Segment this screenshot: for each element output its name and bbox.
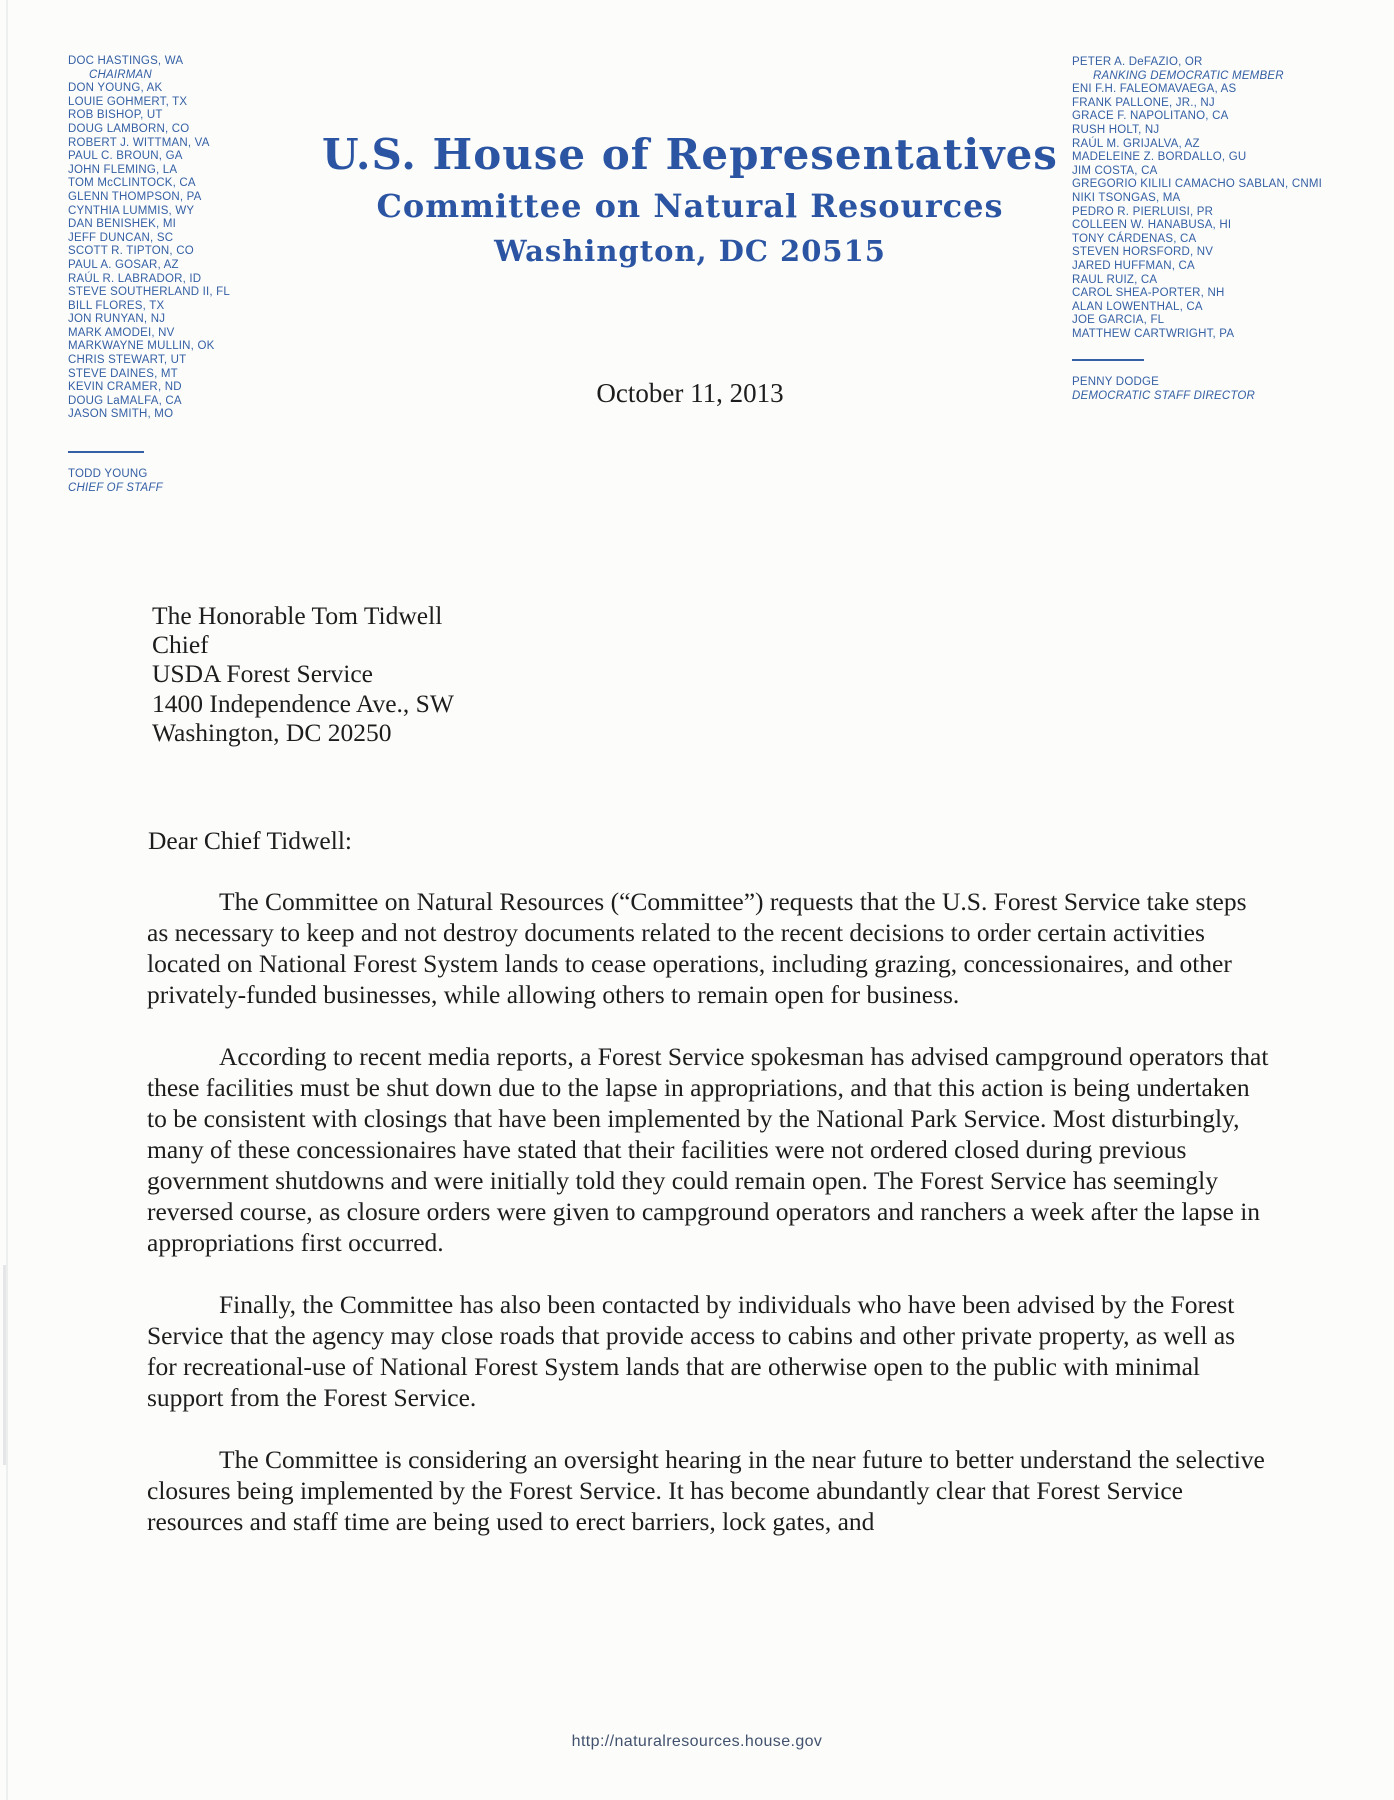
member-name: FRANK PALLONE, JR., NJ <box>1072 96 1215 109</box>
member-name: RUSH HOLT, NJ <box>1072 123 1160 136</box>
member-name: JIM COSTA, CA <box>1072 164 1158 177</box>
body-paragraph: The Committee is considering an oversight hearing in the near future to better understand the selective closures being implemented by the Forest Service. It has become abundantly clear that Forest Service resources and staff time are being used to erect barriers, lock gates, and <box>147 1445 1265 1536</box>
member-name: PAUL A. GOSAR, AZ <box>68 258 179 271</box>
member-name: RAÚL M. GRIJALVA, AZ <box>1072 137 1200 150</box>
recipient-address-line: Chief <box>152 630 209 660</box>
member-name: COLLEEN W. HANABUSA, HI <box>1072 219 1232 232</box>
member-name: JEFF DUNCAN, SC <box>68 231 174 244</box>
body-paragraph: Finally, the Committee has also been contacted by individuals who have been advised by the Forest Service that the agency may close roads that provide access to cabins and other private property, as well as for recreational-use of National Forest System lands that are otherwise open to the public with minimal support from the Forest Service. <box>147 1290 1236 1412</box>
ranking-member-title: RANKING DEMOCRATIC MEMBER <box>1093 69 1284 82</box>
member-name: MADELEINE Z. BORDALLO, GU <box>1072 151 1247 164</box>
member-name: PAUL C. BROUN, GA <box>68 150 183 163</box>
recipient-address-line: 1400 Independence Ave., SW <box>152 688 454 718</box>
member-name: STEVEN HORSFORD, NV <box>1072 246 1214 259</box>
member-name: SCOTT R. TIPTON, CO <box>68 245 194 258</box>
member-name: ENI F.H. FALEOMAVAEGA, AS <box>1072 83 1237 96</box>
majority-staff-title: CHIEF OF STAFF <box>68 481 163 494</box>
member-name: CHRIS STEWART, UT <box>68 354 187 367</box>
masthead <box>320 128 1060 272</box>
member-name: JASON SMITH, MO <box>68 408 174 421</box>
member-name: LOUIE GOHMERT, TX <box>68 95 188 108</box>
member-name: DON YOUNG, AK <box>68 82 163 95</box>
member-name: JOE GARCIA, FL <box>1072 314 1165 327</box>
member-name: DOUG LaMALFA, CA <box>68 394 182 407</box>
member-name: GRACE F. NAPOLITANO, CA <box>1072 110 1229 123</box>
member-name: TONY CÁRDENAS, CA <box>1072 232 1197 245</box>
member-name: CYNTHIA LUMMIS, WY <box>68 204 195 217</box>
scan-artifact-streak <box>3 1265 6 1465</box>
member-name: NIKI TSONGAS, MA <box>1072 191 1181 204</box>
member-name: DAN BENISHEK, MI <box>68 218 176 231</box>
member-name: STEVE DAINES, MT <box>68 367 178 380</box>
body-paragraph: According to recent media reports, a Forest Service spokesman has advised campground operators that these facilities must be shut down due to the lapse in appropriations, and that this action is being undertaken to be consistent with closings that have been implemented by the National Park Service. Most disturbingly, many of these concessionaires have stated that their facilities were not ordered closed during previous government shutdowns and were initially told they could remain open. The Forest Service has seemingly reversed course, as closure orders were given to campground operators and ranchers a week after the lapse in appropriations first occurred. <box>147 1042 1269 1257</box>
masthead-line1: U.S. House of Representatives <box>322 130 1058 179</box>
member-name: JARED HUFFMAN, CA <box>1072 259 1195 272</box>
member-name: GREGORIO KILILI CAMACHO SABLAN, CNMI <box>1072 178 1323 191</box>
recipient-address-line: The Honorable Tom Tidwell <box>152 601 443 630</box>
member-name: TOM McCLINTOCK, CA <box>68 177 196 190</box>
member-name: PEDRO R. PIERLUISI, PR <box>1072 205 1214 218</box>
masthead-line3: Washington, DC 20515 <box>494 234 886 268</box>
body-paragraph: The Committee on Natural Resources (“Committee”) requests that the U.S. Forest Service take steps as necessary to keep and not destroy documents related to the recent decisions to order certain activities located on National Forest System lands to cease operations, including grazing, concessionaires, and other privately-funded businesses, while allowing others to remain open for business. <box>147 887 1247 1009</box>
letter-body <box>147 886 1269 1568</box>
recipient-address-line: USDA Forest Service <box>152 659 373 689</box>
salutation: Dear Chief Tidwell: <box>148 826 352 855</box>
recipient-address-line: Washington, DC 20250 <box>152 717 392 747</box>
member-name: MARKWAYNE MULLIN, OK <box>68 340 215 353</box>
member-name: BILL FLORES, TX <box>68 299 165 312</box>
ranking-member-name: PETER A. DeFAZIO, OR <box>1072 56 1203 68</box>
majority-divider <box>68 451 144 453</box>
minority-members-column <box>1072 56 1322 404</box>
letter-date: October 11, 2013 <box>596 378 784 408</box>
minority-staff-title: DEMOCRATIC STAFF DIRECTOR <box>1072 390 1256 403</box>
footer-url: http://naturalresources.house.gov <box>571 1733 823 1750</box>
chairman-name: DOC HASTINGS, WA <box>68 55 184 67</box>
member-name: KEVIN CRAMER, ND <box>68 381 182 394</box>
member-name: JOHN FLEMING, LA <box>68 163 178 176</box>
chairman-title: CHAIRMAN <box>89 68 152 81</box>
member-name: MATTHEW CARTWRIGHT, PA <box>1072 327 1235 340</box>
member-name: ALAN LOWENTHAL, CA <box>1072 300 1203 313</box>
member-name: RAÚL R. LABRADOR, ID <box>68 272 202 285</box>
member-name: MARK AMODEI, NV <box>68 326 175 339</box>
majority-members-list <box>68 82 230 422</box>
minority-divider <box>1072 359 1144 361</box>
minority-staff-name: PENNY DODGE <box>1072 376 1159 389</box>
masthead-line2: Committee on Natural Resources <box>376 187 1004 225</box>
member-name: STEVE SOUTHERLAND II, FL <box>68 286 230 299</box>
member-name: CAROL SHEA-PORTER, NH <box>1072 287 1225 300</box>
member-name: JON RUNYAN, NJ <box>68 313 166 326</box>
minority-members-list <box>1072 83 1322 341</box>
majority-staff-name: TODD YOUNG <box>68 468 148 481</box>
member-name: ROB BISHOP, UT <box>68 109 163 122</box>
scan-artifact-edge <box>6 0 8 1800</box>
member-name: ROBERT J. WITTMAN, VA <box>68 136 210 149</box>
member-name: DOUG LAMBORN, CO <box>68 122 190 135</box>
recipient-address <box>152 601 454 747</box>
member-name: RAUL RUIZ, CA <box>1072 273 1158 286</box>
majority-members-column <box>68 55 230 495</box>
member-name: GLENN THOMPSON, PA <box>68 190 202 203</box>
